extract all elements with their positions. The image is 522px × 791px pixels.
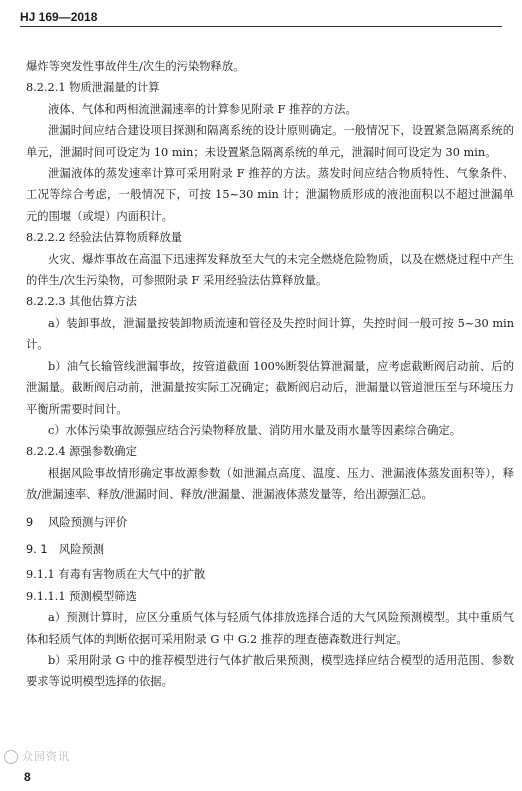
page-number: 8 [24,770,31,784]
paragraph: 根据风险事故情形确定事故源参数（如泄漏点高度、温度、压力、泄漏液体蒸发面积等），释放/泄漏速率、释放/泄漏时间、释放/泄漏量、泄漏液体蒸发量等，给出源强汇总。 [26,466,514,502]
list-item: c）水体污染事故源强应结合污染物释放量、消防用水量及雨水量等因素综合确定。 [48,423,462,437]
section-heading: 9.1.1 有毒有害物质在大气中的扩散 [26,568,206,582]
paragraph: 火灾、爆炸事故在高温下迅速挥发释放至大气的未完全燃烧危险物质，以及在燃烧过程中产生的伴生/次生污染物，可参照附录 F 采用经验法估算释放量。 [26,252,514,288]
section-heading: 8.2.2.1 物质泄漏量的计算 [26,81,160,95]
section-heading: 9. 1 风险预测 [26,542,105,556]
section-heading: 8.2.2.3 其他估算方法 [26,295,137,309]
list-item: a）装卸事故，泄漏量按装卸物质流速和管径及失控时间计算，失控时间一般可按 5~30 min 计。 [26,316,514,352]
document-body [26,56,514,693]
list-item: b）采用附录 G 中的推荐模型进行气体扩散后果预测，模型选择应结合模型的适用范围、参数要求等说明模型选择的依据。 [26,653,514,689]
paragraph: 爆炸等突发性事故伴生/次生的污染物释放。 [26,60,245,73]
paragraph: 液体、气体和两相流泄漏速率的计算参见附录 F 推荐的方法。 [48,102,357,116]
standard-code: HJ 169—2018 [20,10,98,24]
chapter-heading: 9 风险预测与评价 [26,515,128,529]
watermark [4,748,70,764]
section-heading: 9.1.1.1 预测模型筛选 [26,589,137,603]
paragraph: 泄漏液体的蒸发速率计算可采用附录 F 推荐的方法。蒸发时间应结合物质特性、气象条件、工况等综合考虑，一般情况下，可按 15~30 min 计；泄漏物质形成的液池面积以不超过泄漏单元的围堰（或堤）内面积计。 [26,167,514,223]
watermark-logo-icon [4,750,18,764]
section-heading: 8.2.2.4 源强参数确定 [26,445,137,459]
paragraph: 泄漏时间应结合建设项目探测和隔离系统的设计原则确定。一般情况下，设置紧急隔离系统的单元，泄漏时间可设定为 10 min；未设置紧急隔离系统的单元，泄漏时间可设定为 30 min。 [26,124,514,159]
list-item: b）油气长输管线泄漏事故，按管道截面 100%断裂估算泄漏量，应考虑截断阀启动前、后的泄漏量。截断阀启动前，泄漏量按实际工况确定；截断阀启动后，泄漏量以管道泄压至与环境压力平衡所需要时间计。 [26,359,514,416]
list-item: a）预测计算时，应区分重质气体与轻质气体排放选择合适的大气风险预测模型。其中重质气体和轻质气体的判断依据可采用附录 G 中 G.2 推荐的理查德森数进行判定。 [26,611,514,646]
page-header [20,6,502,27]
section-heading: 8.2.2.2 经验法估算物质释放量 [26,231,183,245]
watermark-text: 众园资讯 [22,750,70,763]
